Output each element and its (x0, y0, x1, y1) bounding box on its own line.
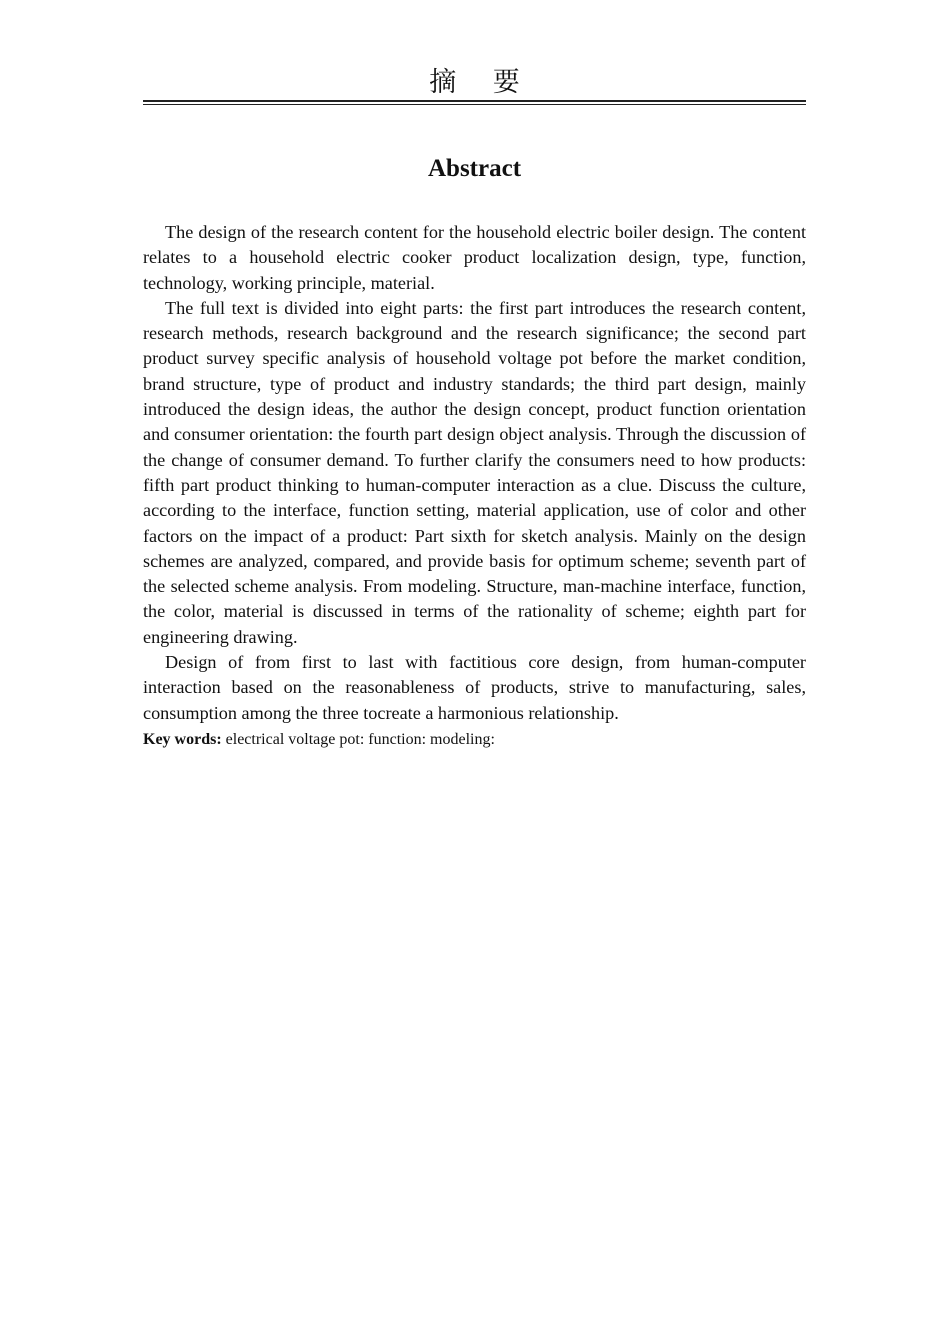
header-title: 摘 要 (429, 67, 534, 98)
keywords-line (143, 728, 806, 752)
keywords-label: Key words: (143, 730, 222, 748)
header-rule-thin (143, 104, 806, 105)
abstract-paragraph-3: Design of from first to last with factitious core design, from human-computer interaction based on the reasonableness of products, strive to manufacturing, sales, consumption among the three tocreate a harmonious relationship. (143, 652, 806, 723)
header-rule-thick (143, 100, 806, 102)
abstract-paragraph-1: The design of the research content for the household electric boiler design. The content relates to a household electric cooker product localization design, type, function, technology, working principle, material. (143, 222, 806, 293)
page-header (143, 66, 806, 100)
abstract-paragraph-2: The full text is divided into eight parts: the first part introduces the research content, research methods, research background and the research significance; the second part product survey specific analysis of household voltage pot before the market condition, brand structure, type of product and industry standards; the third part design, mainly introduced the design ideas, the author the design concept, product function orientation and consumer orientation: the fourth part design object analysis. Through the discussion of the change of consumer demand. To further clarify the consumers need to how products: fifth part product thinking to human-computer interaction as a clue. Discuss the culture, according to the interface, function setting, material application, use of color and other factors on the impact of a product: Part sixth for sketch analysis. Mainly on the design schemes are analyzed, compared, and provide basis for optimum scheme; seventh part of the selected scheme analysis. From modeling. Structure, man-machine interface, function, the color, material is discussed in terms of the rationality of scheme; eighth part for engineering drawing. (143, 297, 806, 647)
abstract-heading: Abstract (427, 155, 522, 182)
keywords-text: electrical voltage pot: function: modeling: (225, 730, 495, 748)
abstract-body (143, 220, 806, 752)
